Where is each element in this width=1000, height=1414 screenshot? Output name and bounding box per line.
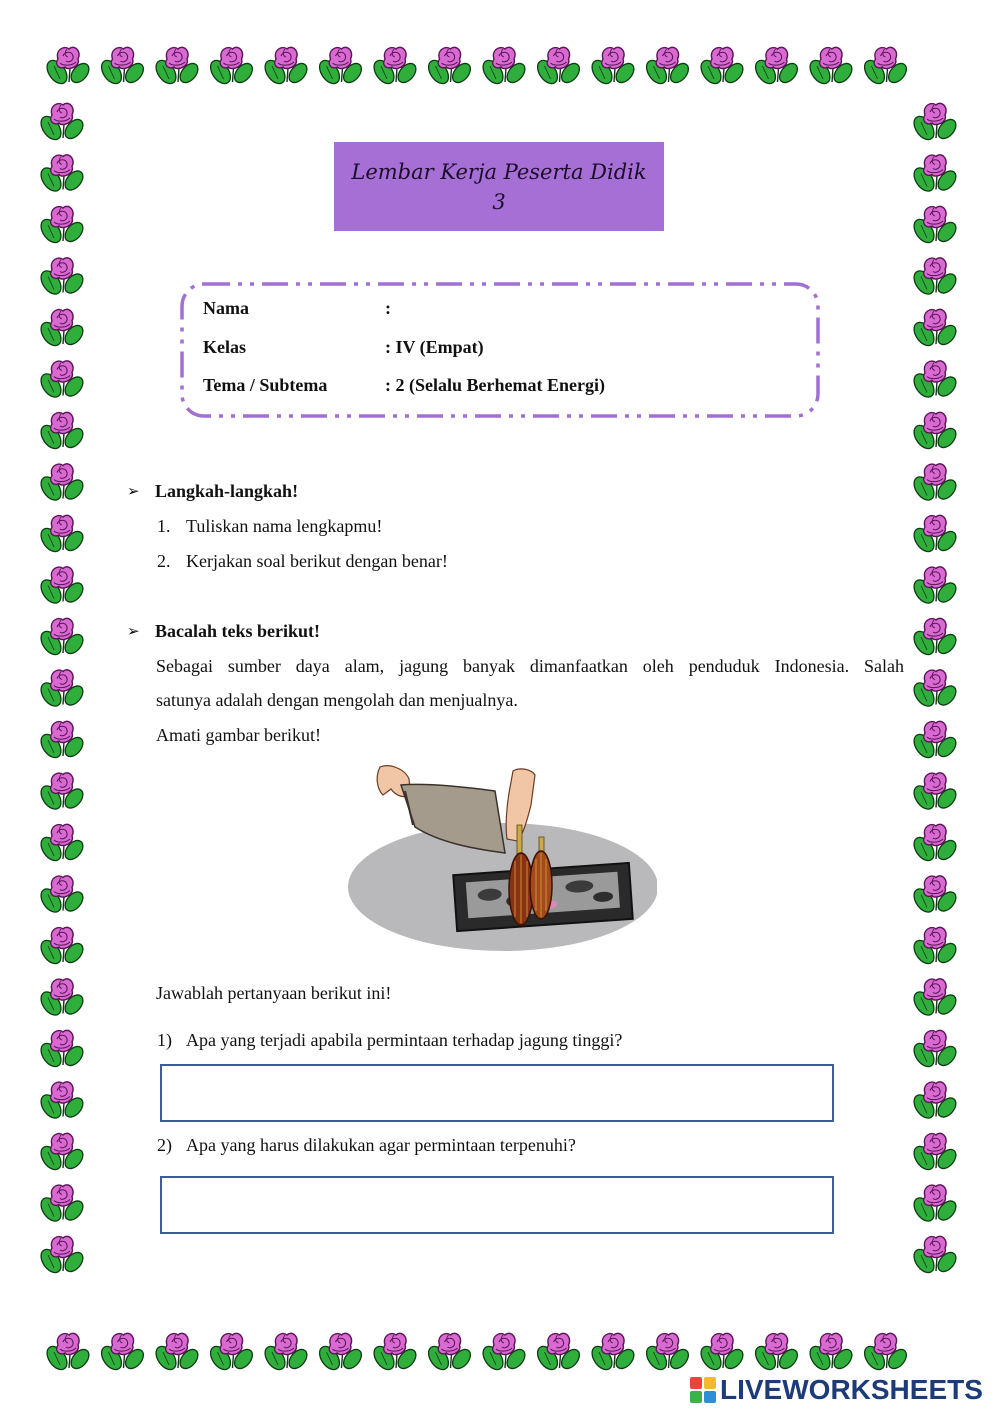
rose-icon <box>533 1333 582 1373</box>
rose-icon <box>910 824 959 864</box>
rose-icon <box>37 773 86 813</box>
rose-icon <box>642 1333 691 1373</box>
grilled-corn-illustration <box>345 765 657 953</box>
rose-icon <box>37 979 86 1019</box>
question-number: 2) <box>157 1135 172 1155</box>
question-item <box>157 1135 576 1156</box>
observe-instruction: Amati gambar berikut! <box>156 725 321 745</box>
rose-icon <box>751 47 800 87</box>
rose-icon <box>37 927 86 967</box>
worksheet-title-line2: 3 <box>492 189 506 214</box>
question-number: 1) <box>157 1030 172 1050</box>
info-value: : IV (Empat) <box>385 337 484 357</box>
info-value: : <box>385 298 391 318</box>
rose-icon <box>910 412 959 452</box>
rose-icon <box>860 47 909 87</box>
rose-icon <box>37 412 86 452</box>
rose-icon <box>479 47 528 87</box>
rose-icon <box>697 1333 746 1373</box>
reading-paragraph-line2: satunya adalah dengan mengolah dan menjualnya. <box>156 690 518 710</box>
rose-icon <box>152 47 201 87</box>
rose-icon <box>910 979 959 1019</box>
rose-icon <box>261 47 310 87</box>
info-value: : 2 (Selalu Berhemat Energi) <box>385 375 605 395</box>
rose-icon <box>37 515 86 555</box>
list-item-text: Tuliskan nama lengkapmu! <box>186 516 383 536</box>
rose-icon <box>424 1333 473 1373</box>
rose-icon <box>261 1333 310 1373</box>
rose-icon <box>37 361 86 401</box>
question-text: Apa yang terjadi apabila permintaan terhadap jagung tinggi? <box>186 1030 623 1050</box>
reading-heading <box>127 621 320 642</box>
rose-icon <box>910 927 959 967</box>
list-item <box>157 551 448 572</box>
rose-icon <box>806 1333 855 1373</box>
rose-icon <box>424 47 473 87</box>
rose-icon <box>37 876 86 916</box>
rose-icon <box>751 1333 800 1373</box>
steps-heading <box>127 481 298 502</box>
rose-icon <box>37 103 86 143</box>
rose-icon <box>37 1236 86 1276</box>
rose-icon <box>37 1185 86 1225</box>
question-text: Apa yang harus dilakukan agar permintaan terpenuhi? <box>186 1135 576 1155</box>
rose-icon <box>43 1333 92 1373</box>
list-item-number: 1. <box>157 516 171 536</box>
rose-icon <box>37 567 86 607</box>
rose-icon <box>910 1236 959 1276</box>
rose-icon <box>37 258 86 298</box>
rose-icon <box>315 47 364 87</box>
rose-icon <box>43 47 92 87</box>
rose-icon <box>910 670 959 710</box>
rose-icon <box>910 361 959 401</box>
worksheet-title <box>334 142 664 231</box>
rose-icon <box>37 464 86 504</box>
rose-icon <box>206 1333 255 1373</box>
rose-icon <box>370 1333 419 1373</box>
rose-icon <box>910 155 959 195</box>
rose-icon <box>37 670 86 710</box>
answer-input-1[interactable] <box>160 1064 834 1122</box>
rose-icon <box>642 47 691 87</box>
rose-icon <box>910 206 959 246</box>
worksheet-title-line1: Lembar Kerja Peserta Didik <box>351 159 647 184</box>
rose-icon <box>37 206 86 246</box>
answer-input-2[interactable] <box>160 1176 834 1234</box>
rose-icon <box>910 258 959 298</box>
rose-icon <box>588 1333 637 1373</box>
rose-icon <box>588 47 637 87</box>
reading-paragraph-line1: Sebagai sumber daya alam, jagung banyak dimanfaatkan oleh penduduk Indonesia. Salah <box>156 656 904 676</box>
rose-icon <box>910 1133 959 1173</box>
rose-icon <box>910 1185 959 1225</box>
rose-icon <box>97 1333 146 1373</box>
rose-icon <box>479 1333 528 1373</box>
rose-icon <box>37 309 86 349</box>
info-frame <box>178 280 822 420</box>
info-label: Nama <box>203 298 249 318</box>
rose-icon <box>37 155 86 195</box>
info-label: Tema / Subtema <box>203 375 328 395</box>
question-item <box>157 1030 622 1051</box>
list-item-number: 2. <box>157 551 171 571</box>
reading-heading-text: Bacalah teks berikut! <box>155 621 321 641</box>
rose-icon <box>910 464 959 504</box>
rose-icon <box>910 773 959 813</box>
questions-intro: Jawablah pertanyaan berikut ini! <box>156 983 392 1003</box>
rose-icon <box>315 1333 364 1373</box>
liveworksheets-logo-text: LIVEWORKSHEETS <box>720 1374 983 1405</box>
rose-icon <box>860 1333 909 1373</box>
rose-icon <box>370 47 419 87</box>
rose-icon <box>910 1030 959 1070</box>
rose-icon <box>910 876 959 916</box>
rose-icon <box>533 47 582 87</box>
rose-icon <box>37 618 86 658</box>
rose-icon <box>37 824 86 864</box>
list-item-text: Kerjakan soal berikut dengan benar! <box>186 551 448 571</box>
liveworksheets-logo[interactable] <box>690 1374 983 1406</box>
rose-icon <box>697 47 746 87</box>
rose-icon <box>97 47 146 87</box>
rose-icon <box>910 1082 959 1122</box>
rose-icon <box>37 1030 86 1070</box>
rose-icon <box>910 721 959 761</box>
rose-icon <box>37 1133 86 1173</box>
rose-icon <box>910 567 959 607</box>
arrow-bullet-icon: ➢ <box>127 484 140 500</box>
rose-icon <box>910 103 959 143</box>
rose-icon <box>37 1082 86 1122</box>
info-label: Kelas <box>203 337 246 357</box>
rose-icon <box>910 515 959 555</box>
liveworksheets-logo-icon <box>690 1377 716 1403</box>
rose-icon <box>910 309 959 349</box>
rose-icon <box>206 47 255 87</box>
rose-icon <box>806 47 855 87</box>
list-item <box>157 516 382 537</box>
arrow-bullet-icon: ➢ <box>127 624 140 640</box>
rose-icon <box>910 618 959 658</box>
steps-heading-text: Langkah-langkah! <box>155 481 299 501</box>
rose-icon <box>37 721 86 761</box>
rose-icon <box>152 1333 201 1373</box>
